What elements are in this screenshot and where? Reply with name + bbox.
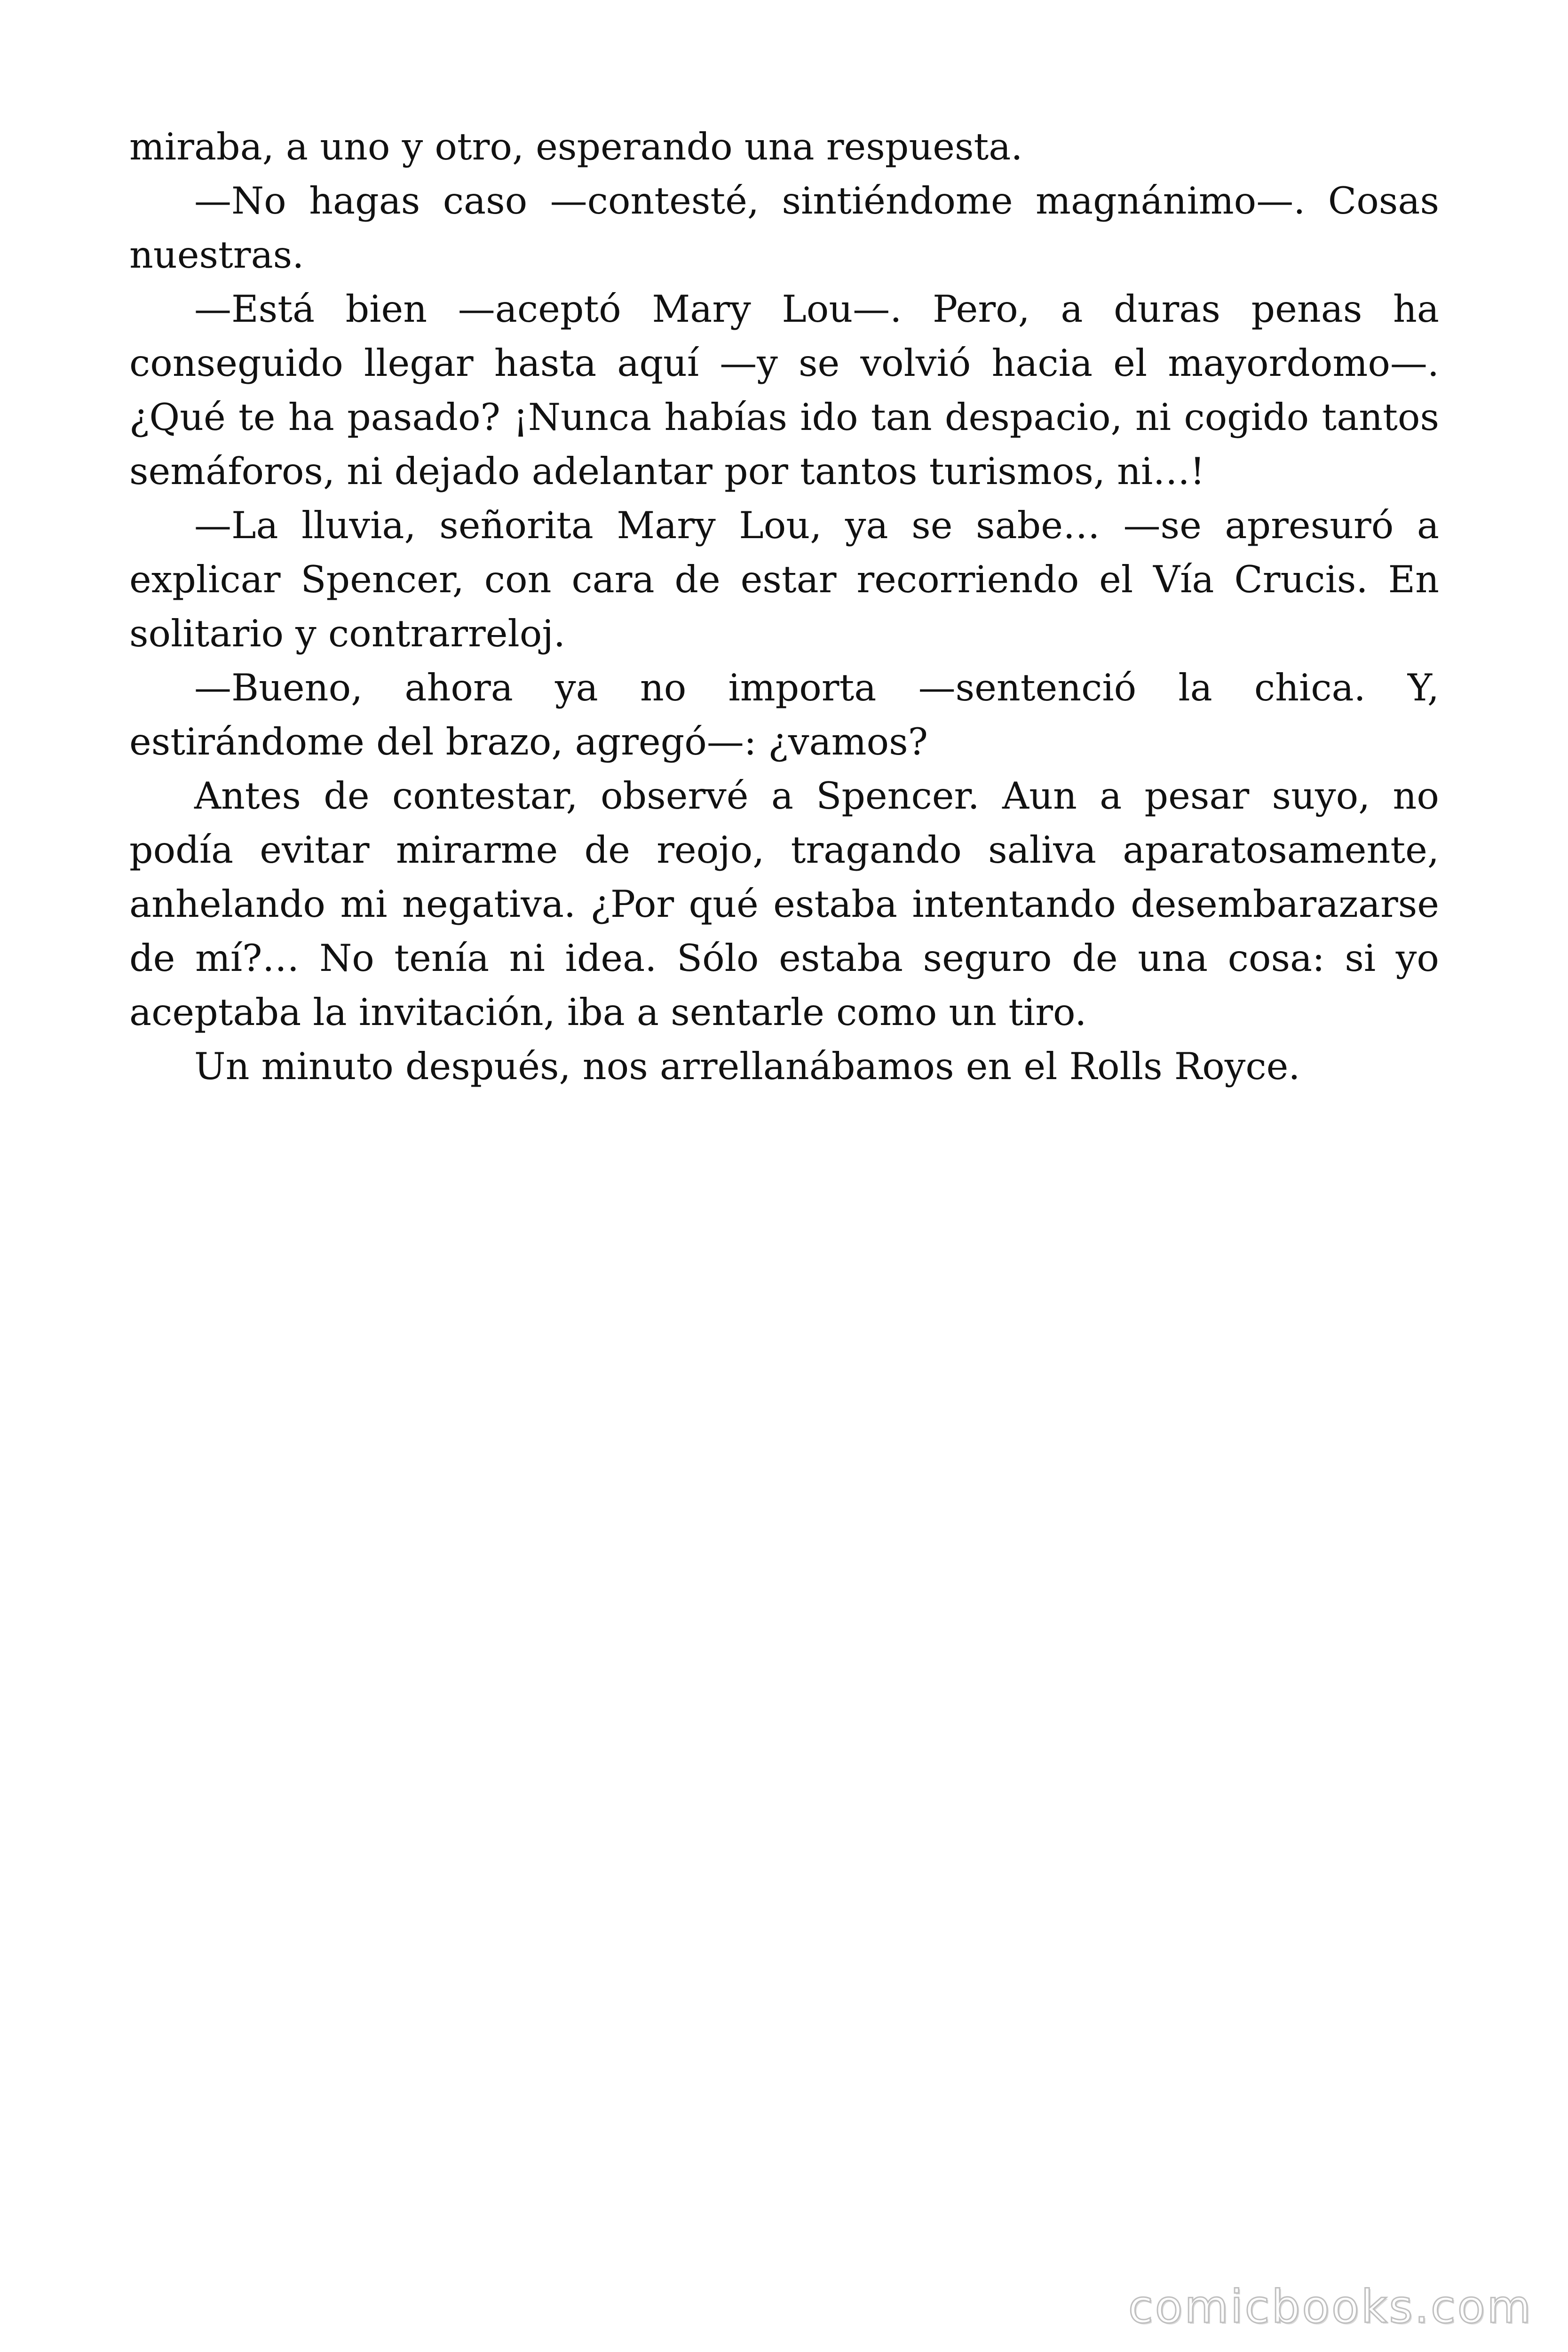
paragraph-3: —Está bien —aceptó Mary Lou—. Pero, a duras penas ha conseguido llegar hasta aquí —y se volvió hacia el mayordomo—. ¿Qué te ha pasado? ¡Nunca habías ido tan despacio, ni cogido tantos semáforos, ni dejado adelantar por tantos turismos, ni…! [129, 287, 1439, 493]
paragraph-2: —No hagas caso —contesté, sintiéndome magnánimo—. Cosas nuestras. [129, 179, 1439, 277]
site-watermark: comicbooks.com [1128, 2280, 1533, 2333]
page-body-text [129, 120, 1439, 1094]
paragraph-1: miraba, a uno y otro, esperando una respuesta. [129, 125, 1023, 168]
paragraph-4: —La lluvia, señorita Mary Lou, ya se sabe… —se apresuró a explicar Spencer, con cara de estar recorriendo el Vía Crucis. En solitario y contrarreloj. [129, 504, 1439, 655]
paragraph-6: Antes de contestar, observé a Spencer. Aun a pesar suyo, no podía evitar mirarme de reojo, tragando saliva aparatosamente, anhelando mi negativa. ¿Por qué estaba intentando desembarazarse de mí?… No tenía ni idea. Sólo estaba seguro de una cosa: si yo aceptaba la invitación, iba a sentarle como un tiro. [129, 774, 1439, 1034]
paragraph-5: —Bueno, ahora ya no importa —sentenció la chica. Y, estirándome del brazo, agregó—: ¿vamos? [129, 666, 1439, 763]
paragraph-7: Un minuto después, nos arrellanábamos en el Rolls Royce. [194, 1045, 1300, 1088]
